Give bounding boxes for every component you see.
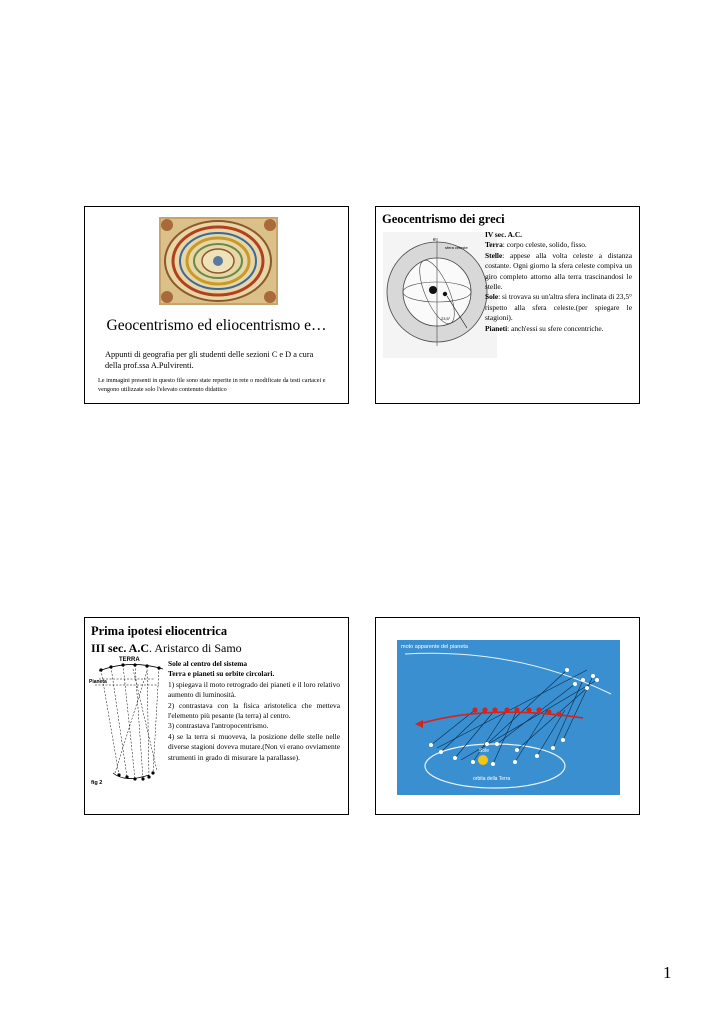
slide-title: Geocentrismo ed eliocentrismo e… (106, 317, 327, 334)
text-line-2: Terra e pianeti su orbite circolari. (168, 669, 275, 679)
parallax-diagram (89, 655, 169, 789)
subtitle-bold: III sec. A.C (91, 641, 150, 655)
diagram-label-sphere: sfera celeste (445, 245, 468, 250)
label-orbita: orbita della Terra (473, 776, 511, 782)
slide-subtitle (91, 641, 242, 656)
century-label: IV sec. A.C. (485, 230, 523, 239)
slide-2 (375, 206, 640, 404)
sun-text: : si trovava su un'altra sfera inclinata di 23,5° rispetto alla sfera celeste.(per spiegare le stagioni). (485, 292, 632, 323)
diagram-label-fig: fig 2 (91, 780, 103, 786)
point-1: 1) spiegava il moto retrogrado dei pianeti e il loro relativo aumento di luminosità. (168, 679, 340, 700)
slide-subtitle: Appunti di geografia per gli studenti delle sezioni C e D a cura della prof.ssa A.Pulvirenti. (105, 350, 314, 370)
slide-3 (84, 617, 349, 815)
earth-label: Terra (485, 240, 503, 250)
retrograde-motion-diagram (397, 640, 620, 795)
label-moto: moto apparente del pianeta (401, 644, 468, 650)
sun-label: Sole (485, 292, 499, 302)
planets-label: Pianeti (485, 323, 508, 333)
diagram-label-angle: 23,5° (441, 316, 451, 321)
celestial-sphere-diagram (383, 232, 497, 358)
stars-label: Stelle (485, 250, 503, 260)
planets-text: : anch'essi su sfere concentriche. (507, 323, 604, 333)
page-number: 1 (663, 963, 672, 982)
point-3: 3) contrastava l'antropocentrismo. (168, 721, 269, 731)
slide-body (168, 659, 340, 763)
stars-text: : appese alla volta celeste a distanza costante. Ogni giorno la sfera celeste compiva un giro completo attorno alla terra trascinandosi le stelle. (485, 250, 632, 292)
diagram-label-terra: TERRA (119, 657, 140, 663)
slide-body (485, 230, 632, 334)
slide-4 (375, 617, 640, 815)
slide-title: Prima ipotesi eliocentrica (91, 624, 228, 638)
point-2: 2) contrastava con la fisica aristotelica che metteva l'elemento più pesante (la terra) al centro. (168, 700, 340, 721)
point-4: 4) se la terra si muoveva, la posizione delle stelle nelle diverse stagioni doveva mutare.(Non vi erano ovviamente strumenti in grado di misurare la parallasse). (168, 731, 340, 762)
slide-title: Geocentrismo dei greci (382, 212, 505, 226)
slide-1 (84, 206, 349, 404)
diagram-label-top: e (433, 237, 436, 243)
label-sole: Sole (479, 748, 490, 754)
subtitle-rest: . Aristarco di Samo (149, 641, 242, 655)
earth-text: : corpo celeste, solido, fisso. (502, 240, 587, 250)
slide-note: Le immagini presenti in questo file sono state reperite in rete o modificate da testi cartacei e vengono utilizzate solo l'elevato contenuto didattico (98, 377, 326, 393)
diagram-label-pianeta: Pianeta (89, 679, 107, 685)
celestial-map-image (159, 217, 278, 305)
text-line-1: Sole al centro del sistema (168, 659, 248, 668)
